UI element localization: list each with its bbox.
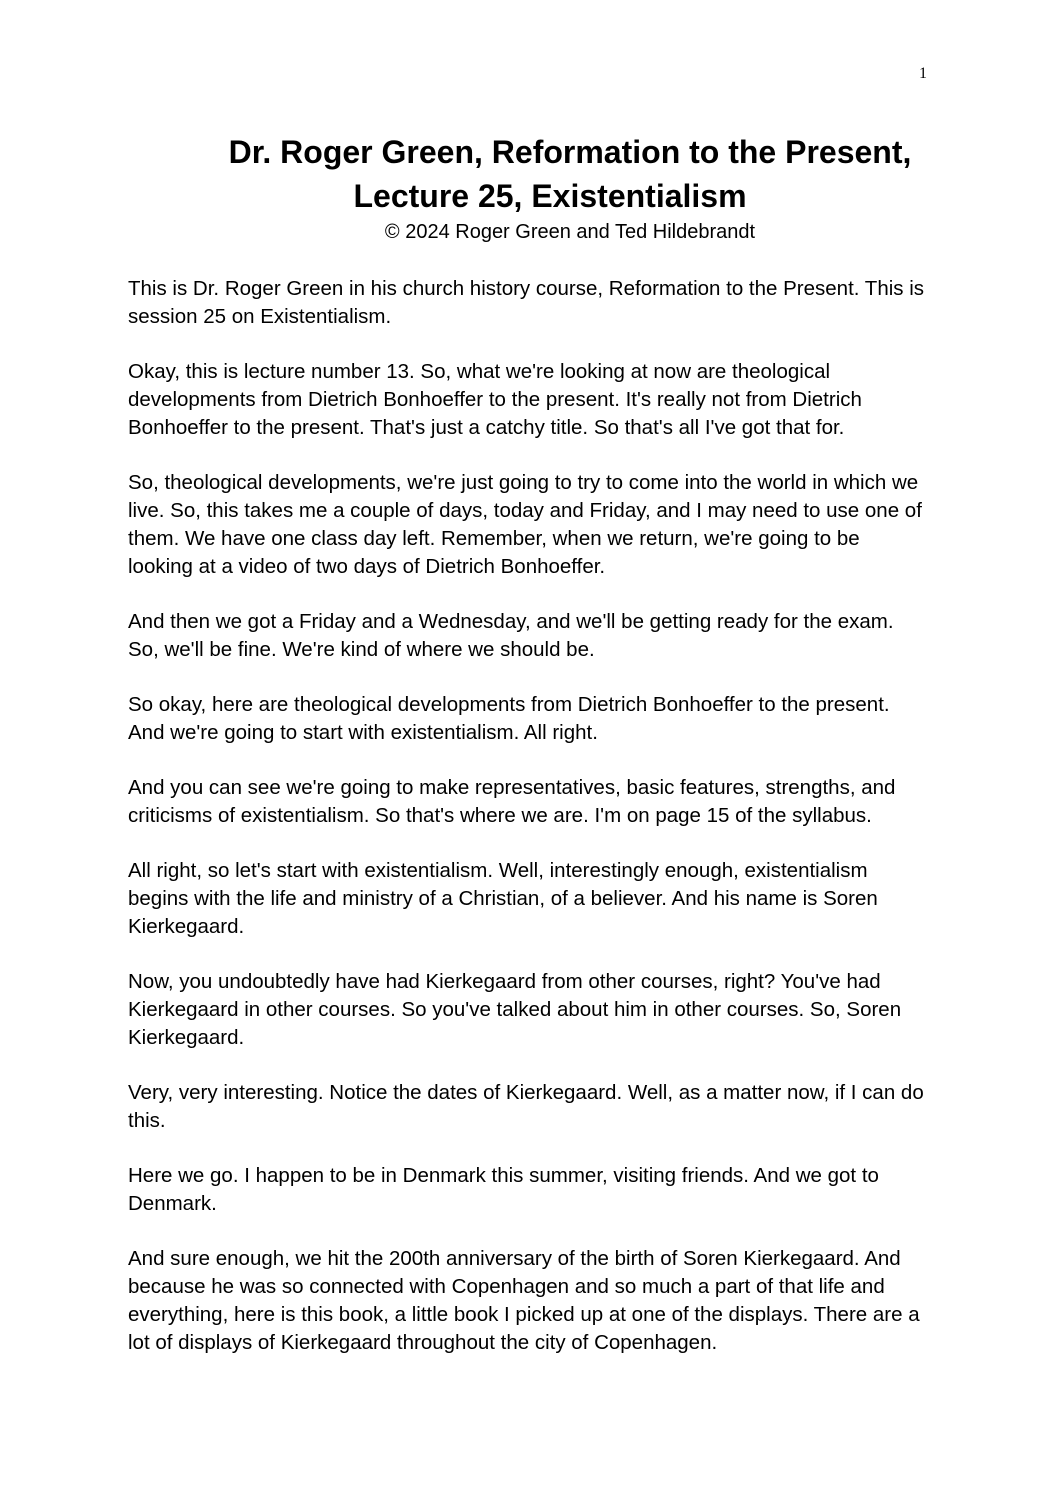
paragraph: So okay, here are theological developments from Dietrich Bonhoeffer to the present. And we're going to start with existentialism. All right. xyxy=(128,693,890,744)
document-title-line-1: Dr. Roger Green, Reformation to the Present, xyxy=(228,134,912,170)
page-number: 1 xyxy=(919,65,927,82)
paragraph: This is Dr. Roger Green in his church history course, Reformation to the Present. This is session 25 on Existentialism. xyxy=(128,277,925,328)
paragraph: And you can see we're going to make representatives, basic features, strengths, and criticisms of existentialism. So that's where we are. I'm on page 15 of the syllabus. xyxy=(128,776,896,827)
paragraph: Now, you undoubtedly have had Kierkegaard from other courses, right? You've had Kierkegaard in other courses. So you've talked about him in other courses. So, Soren Kierkegaard. xyxy=(128,970,902,1049)
paragraph: Okay, this is lecture number 13. So, what we're looking at now are theological developments from Dietrich Bonhoeffer to the present. It's really not from Dietrich Bonhoeffer to the present. That's just a catchy title. So that's all I've got that for. xyxy=(128,360,862,439)
paragraph: So, theological developments, we're just going to try to come into the world in which we live. So, this takes me a couple of days, today and Friday, and I may need to use one of them. We have one class day left. Remember, when we return, we're going to be looking at a video of two days of Dietrich Bonhoeffer. xyxy=(128,471,922,578)
document-title-line-2: Lecture 25, Existentialism xyxy=(353,178,747,214)
paragraph: Here we go. I happen to be in Denmark this summer, visiting friends. And we got to Denmark. xyxy=(128,1164,879,1215)
transcript-body xyxy=(128,275,928,1384)
paragraph: And sure enough, we hit the 200th anniversary of the birth of Soren Kierkegaard. And because he was so connected with Copenhagen and so much a part of that life and everything, here is this book, a little book I picked up at one of the displays. There are a lot of displays of Kierkegaard throughout the city of Copenhagen. xyxy=(128,1247,920,1354)
paragraph: All right, so let's start with existentialism. Well, interestingly enough, existentialism begins with the life and ministry of a Christian, of a believer. And his name is Soren Kierkegaard. xyxy=(128,859,878,938)
document-header xyxy=(100,130,1020,246)
copyright-notice: © 2024 Roger Green and Ted Hildebrandt xyxy=(384,221,756,243)
paragraph: Very, very interesting. Notice the dates of Kierkegaard. Well, as a matter now, if I can do this. xyxy=(128,1081,924,1132)
paragraph: And then we got a Friday and a Wednesday, and we'll be getting ready for the exam. So, we'll be fine. We're kind of where we should be. xyxy=(128,610,894,661)
